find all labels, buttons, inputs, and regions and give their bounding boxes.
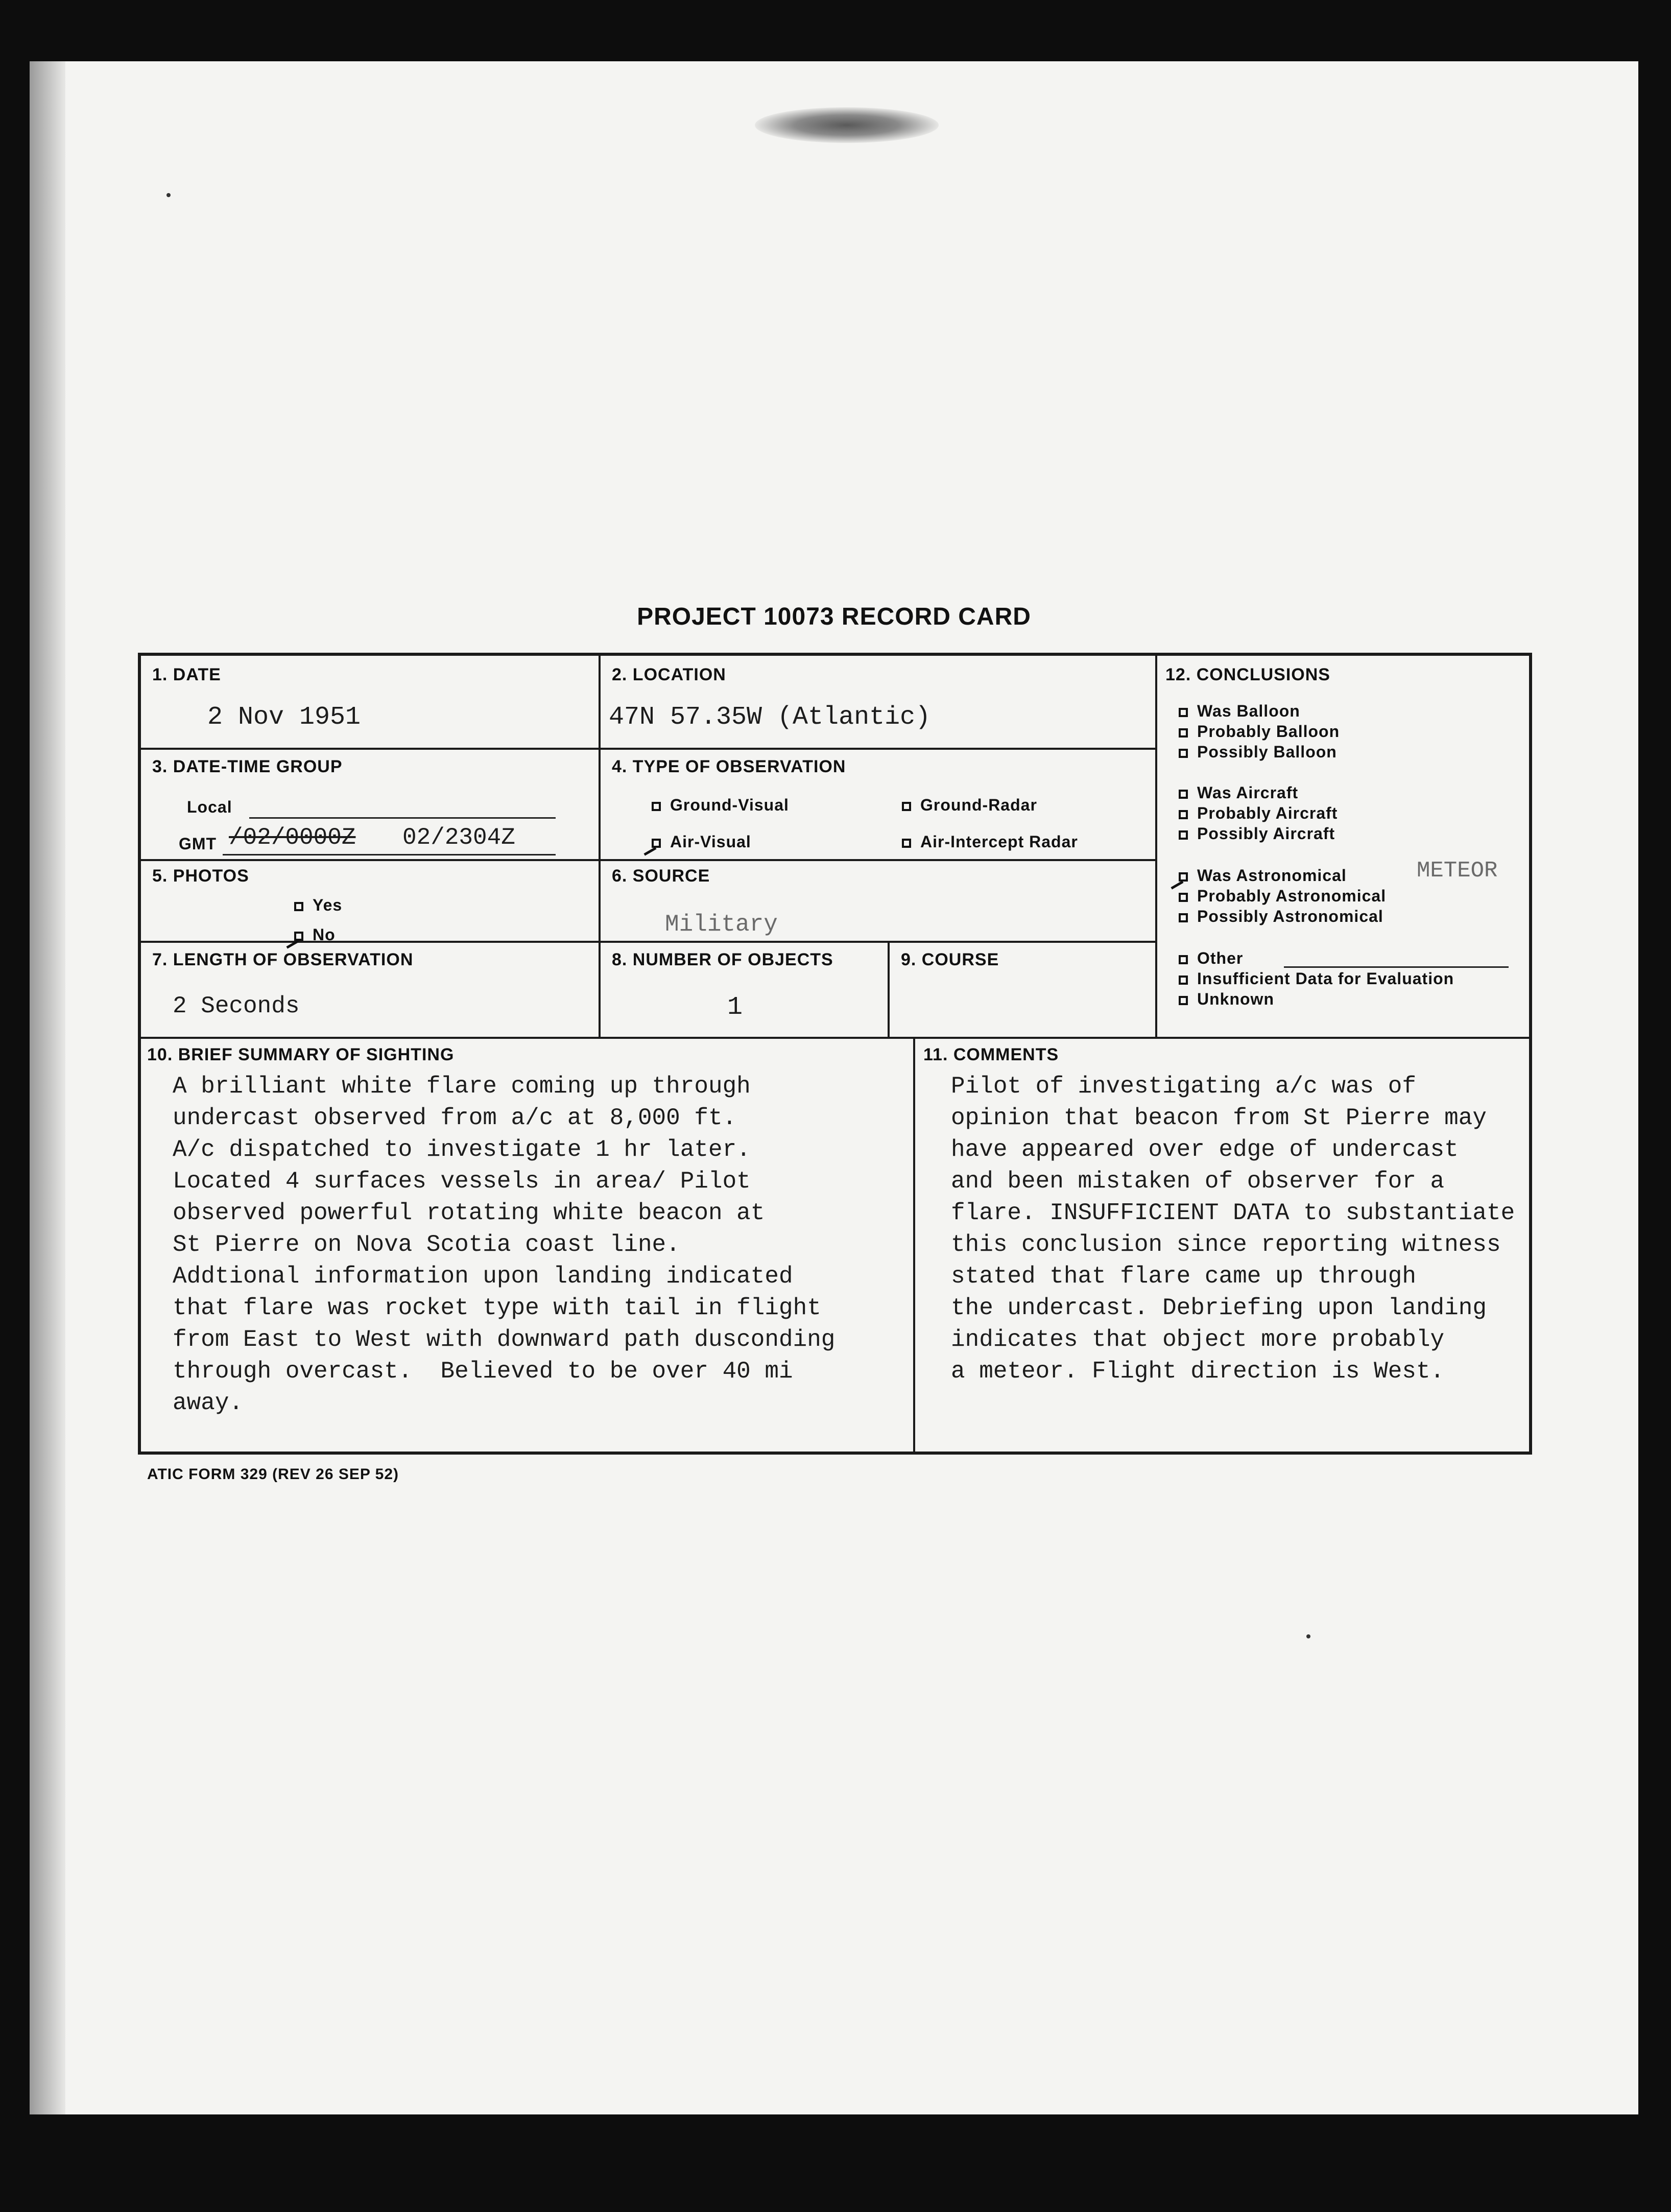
ground-radar-option[interactable]: [902, 796, 1037, 815]
air-visual-option[interactable]: [652, 833, 751, 851]
other-label: Other: [1197, 949, 1244, 967]
air-intercept-option[interactable]: [902, 833, 1078, 851]
was-astronomical-option[interactable]: [1179, 866, 1347, 885]
possibly-astronomical-option[interactable]: [1179, 907, 1383, 926]
checkbox-icon: [1179, 893, 1188, 902]
probably-astronomical-option[interactable]: [1179, 887, 1386, 906]
probably-aircraft-option[interactable]: [1179, 804, 1338, 823]
checkbox-icon: [1179, 790, 1188, 799]
divider: [141, 748, 1155, 750]
checkbox-icon: [294, 902, 303, 911]
dtg-gmt-label: GMT: [179, 835, 217, 853]
date-label: 1. DATE: [152, 665, 221, 684]
checkbox-icon: [902, 839, 911, 848]
checked-box-icon: [652, 839, 661, 848]
dtg-local-line: [249, 817, 556, 819]
checkbox-icon: [1179, 830, 1188, 840]
num-objects-label: 8. NUMBER OF OBJECTS: [612, 950, 833, 969]
divider: [141, 859, 1155, 861]
was-aircraft-option[interactable]: [1179, 783, 1298, 802]
type-obs-label: 4. TYPE OF OBSERVATION: [612, 757, 846, 776]
checked-box-icon: [294, 932, 303, 941]
insufficient-label: Insufficient Data for Evaluation: [1197, 969, 1454, 988]
possibly-astronomical-label: Possibly Astronomical: [1197, 907, 1383, 925]
ground-visual-option[interactable]: [652, 796, 789, 815]
unknown-option[interactable]: [1179, 990, 1274, 1009]
conclusions-label: 12. CONCLUSIONS: [1165, 665, 1330, 684]
speck: [1306, 1634, 1310, 1638]
possibly-balloon-option[interactable]: [1179, 743, 1337, 762]
air-visual-label: Air-Visual: [670, 833, 751, 851]
was-balloon-label: Was Balloon: [1197, 702, 1300, 720]
page-edge-shadow: [30, 61, 65, 2114]
speck: [166, 193, 171, 197]
date-value: 2 Nov 1951: [207, 703, 361, 732]
possibly-aircraft-option[interactable]: [1179, 824, 1335, 843]
checkbox-icon: [1179, 913, 1188, 922]
checkbox-icon: [1179, 810, 1188, 819]
photos-label: 5. PHOTOS: [152, 866, 249, 886]
other-option[interactable]: [1179, 949, 1243, 968]
checkbox-icon: [1179, 955, 1188, 964]
ink-smudge: [755, 107, 939, 143]
checkbox-icon: [1179, 728, 1188, 738]
photos-no-label: No: [313, 925, 336, 944]
source-label: 6. SOURCE: [612, 866, 710, 886]
probably-aircraft-label: Probably Aircraft: [1197, 804, 1338, 822]
source-value: Military: [665, 911, 778, 938]
photos-no-option[interactable]: [294, 925, 336, 944]
air-intercept-label: Air-Intercept Radar: [920, 833, 1078, 851]
dtg-gmt-value: 02/2304Z: [402, 824, 515, 851]
num-objects-value: 1: [727, 993, 743, 1022]
dtg-label: 3. DATE-TIME GROUP: [152, 757, 343, 776]
photos-yes-label: Yes: [313, 896, 343, 914]
dtg-gmt-struck: /02/0000Z: [229, 824, 356, 851]
location-label: 2. LOCATION: [612, 665, 726, 684]
astro-note: METEOR: [1417, 858, 1498, 884]
location-value: 47N 57.35W (Atlantic): [609, 703, 931, 732]
photos-yes-option[interactable]: [294, 896, 342, 915]
summary-label: 10. BRIEF SUMMARY OF SIGHTING: [147, 1045, 455, 1064]
document-sheet: [30, 61, 1638, 2114]
was-astronomical-label: Was Astronomical: [1197, 866, 1347, 885]
was-balloon-option[interactable]: [1179, 702, 1300, 721]
length-value: 2 Seconds: [173, 993, 300, 1019]
divider: [1155, 656, 1157, 1037]
divider: [888, 941, 890, 1037]
dtg-local-label: Local: [187, 798, 232, 816]
checkbox-icon: [1179, 976, 1188, 985]
course-label: 9. COURSE: [901, 950, 999, 969]
divider: [913, 1037, 915, 1452]
comments-text: Pilot of investigating a/c was of opinion that beacon from St Pierre may have appeared over edge of undercast and been mistaken of observer for a flare. INSUFFICIENT DATA to substantiate this conclusion since reporting witness stated that flare came up through the undercast. Debriefing upon landing indicates that object more probably a meteor. Flight direction is West.: [951, 1073, 1515, 1385]
checkbox-icon: [902, 802, 911, 811]
card-title: PROJECT 10073 RECORD CARD: [637, 603, 1031, 630]
checkbox-icon: [652, 802, 661, 811]
probably-balloon-label: Probably Balloon: [1197, 722, 1340, 741]
dtg-gmt-line: [223, 854, 556, 855]
ground-visual-label: Ground-Visual: [670, 796, 789, 814]
summary-text: A brilliant white flare coming up through undercast observed from a/c at 8,000 ft. A/c dispatched to investigate 1 hr later. Located 4 surfaces vessels in area/ Pilot observed powerful rotating white beacon at St Pierre on Nova Scotia coast line. Addtional information upon landing indicated that flare was rocket type with tail in flight from East to West with downward path dusconding through overcast. Believed to be over 40 mi away.: [173, 1073, 836, 1416]
was-aircraft-label: Was Aircraft: [1197, 783, 1299, 802]
checkbox-icon: [1179, 996, 1188, 1005]
possibly-aircraft-label: Possibly Aircraft: [1197, 824, 1335, 843]
possibly-balloon-label: Possibly Balloon: [1197, 743, 1337, 761]
probably-astronomical-label: Probably Astronomical: [1197, 887, 1387, 905]
ground-radar-label: Ground-Radar: [920, 796, 1037, 814]
divider: [141, 1037, 1529, 1039]
length-label: 7. LENGTH OF OBSERVATION: [152, 950, 414, 969]
comments-label: 11. COMMENTS: [923, 1045, 1059, 1064]
other-line: [1284, 966, 1509, 968]
checkbox-icon: [1179, 749, 1188, 758]
record-card: [138, 653, 1532, 1455]
unknown-label: Unknown: [1197, 990, 1274, 1008]
probably-balloon-option[interactable]: [1179, 722, 1340, 741]
checked-box-icon: [1179, 872, 1188, 882]
form-footer: ATIC FORM 329 (REV 26 SEP 52): [147, 1466, 399, 1483]
checkbox-icon: [1179, 708, 1188, 717]
insufficient-option[interactable]: [1179, 969, 1454, 988]
divider: [599, 656, 601, 1037]
